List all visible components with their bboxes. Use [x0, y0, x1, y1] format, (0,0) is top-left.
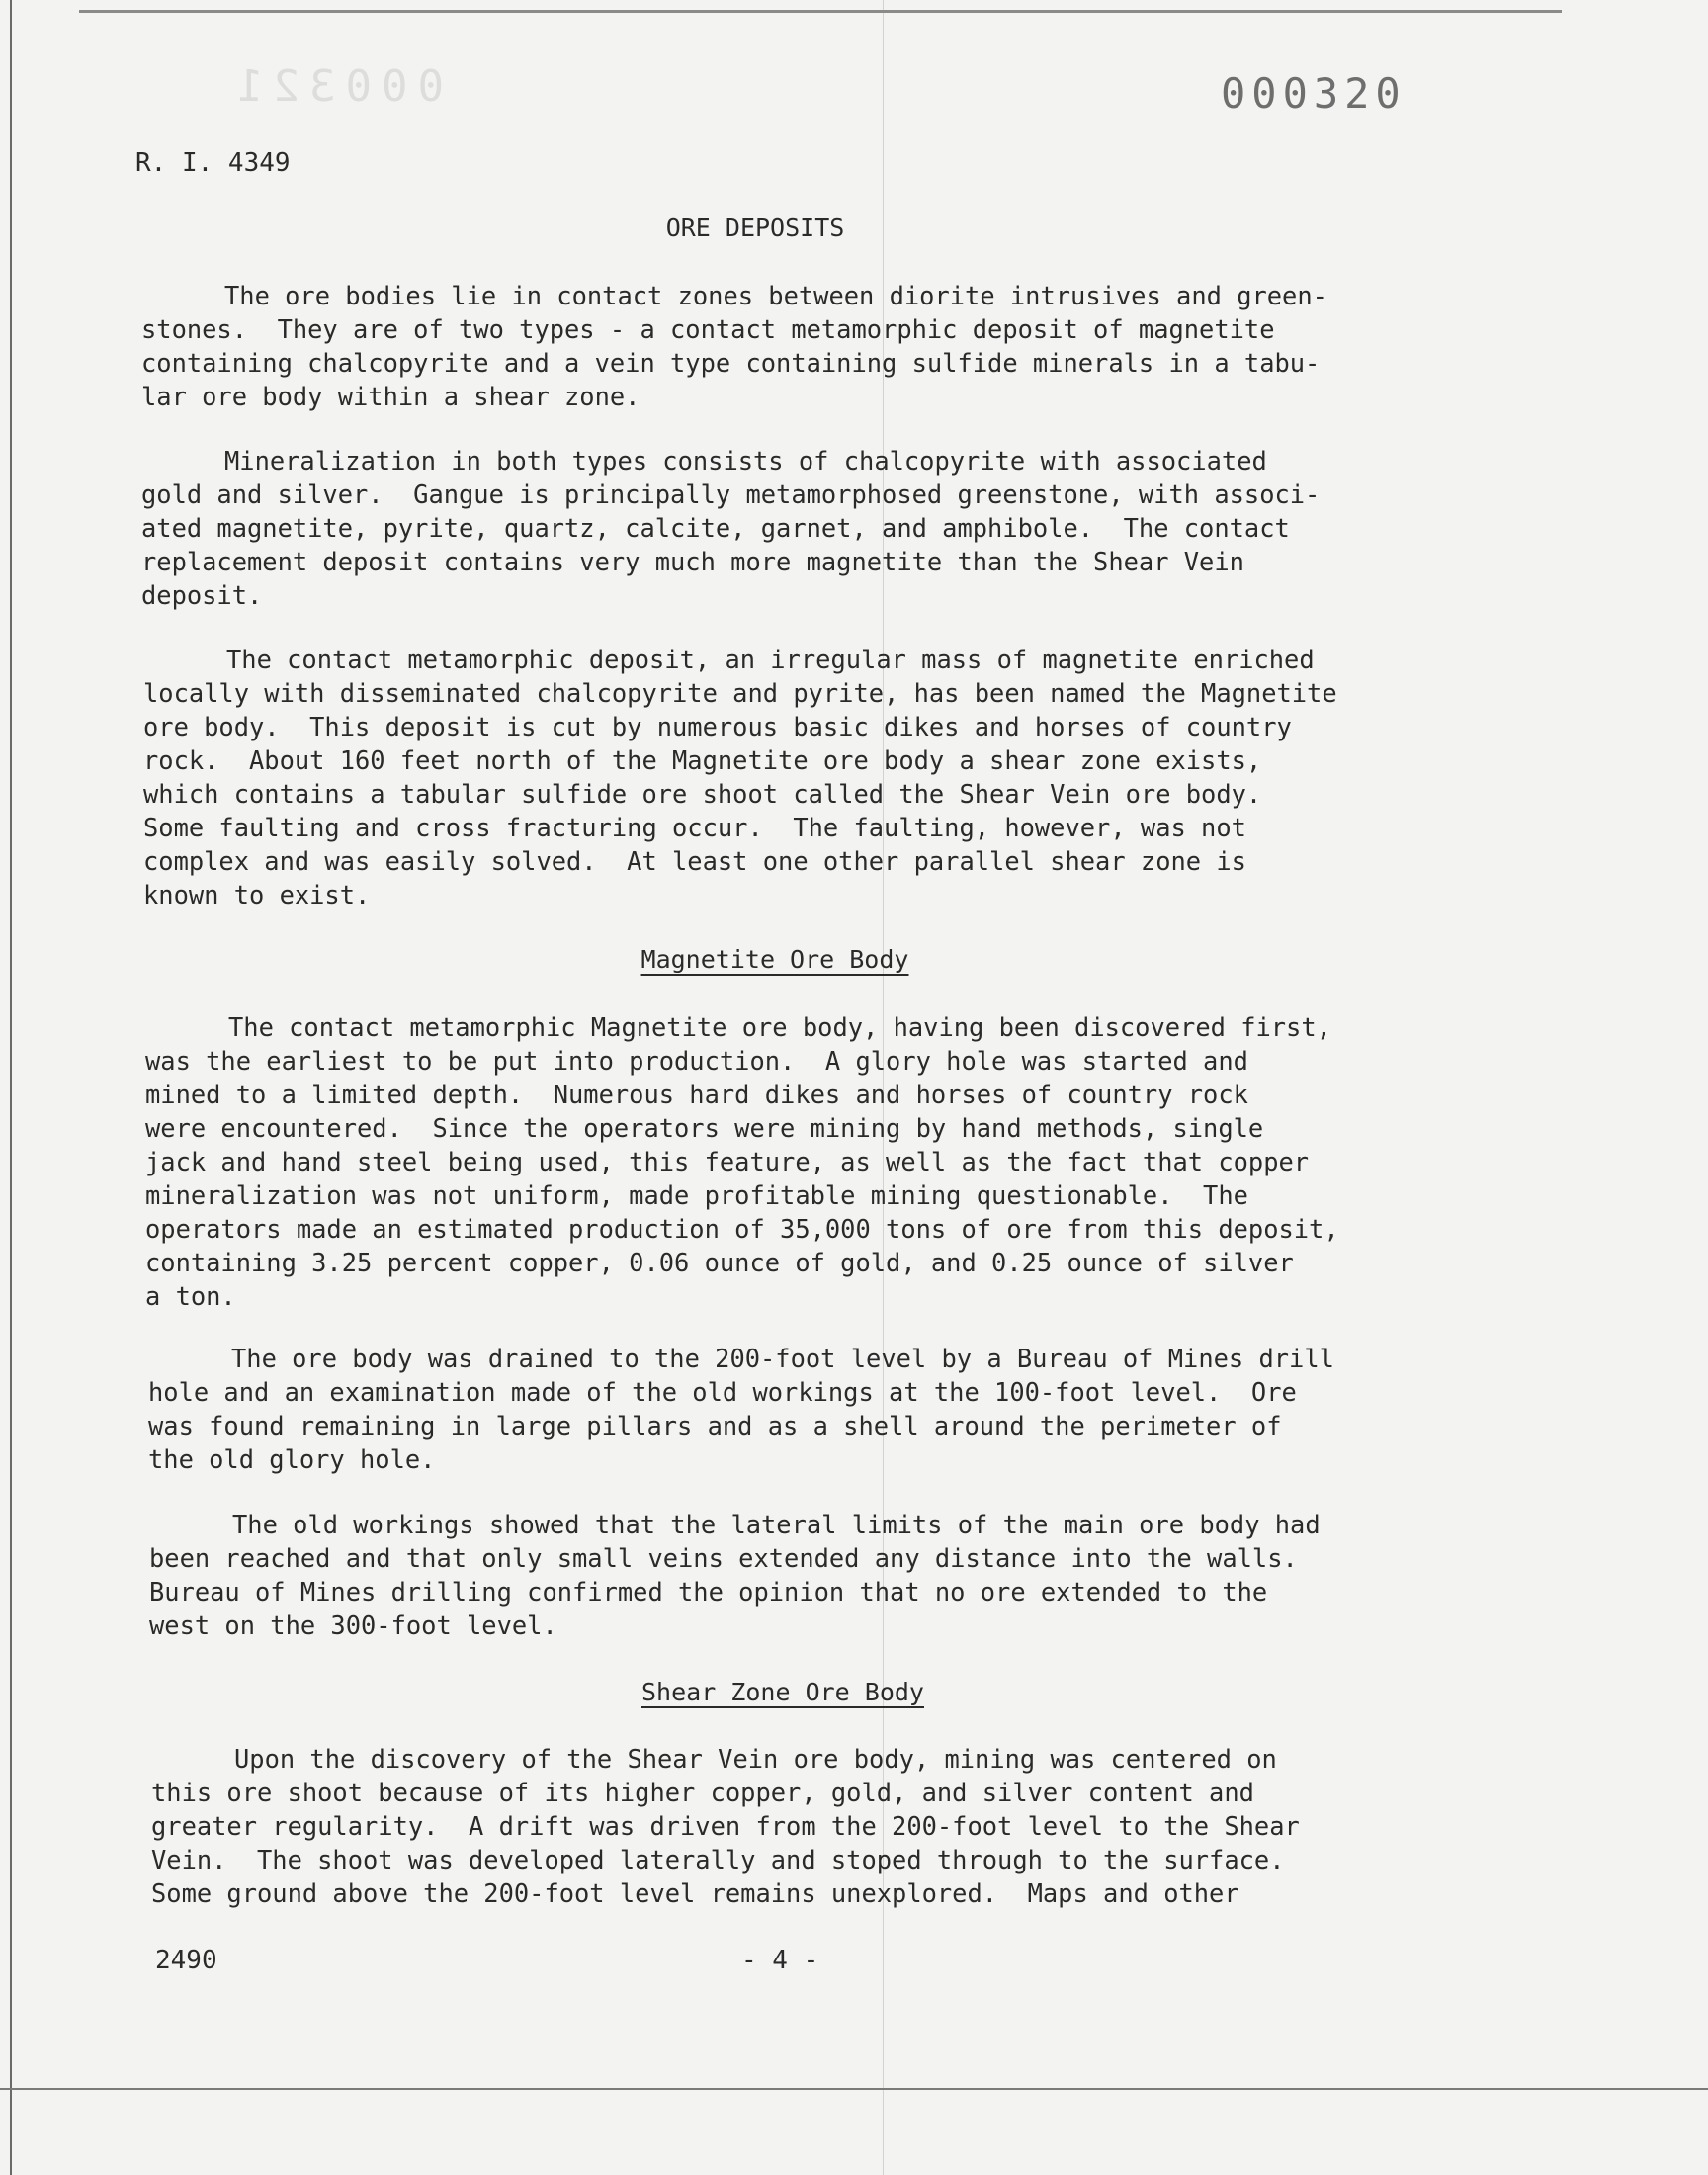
text-line: gold and silver. Gangue is principally metamorphosed greenstone, with associ-	[141, 479, 1321, 509]
text-line: which contains a tabular sulfide ore shoot called the Shear Vein ore body.	[143, 779, 1262, 809]
paragraph	[145, 1010, 1549, 1313]
bottom-border-line	[0, 2088, 1708, 2090]
text-line: replacement deposit contains very much more magnetite than the Shear Vein	[141, 547, 1244, 576]
text-line: jack and hand steel being used, this feature, as well as the fact that copper	[145, 1147, 1310, 1176]
text-line: rock. About 160 feet north of the Magnetite ore body a shear zone exists,	[143, 745, 1262, 775]
text-line: The old workings showed that the lateral limits of the main ore body had	[232, 1510, 1321, 1539]
section-heading-shear-zone-ore-body	[28, 1678, 1538, 1706]
text-line: locally with disseminated chalcopyrite and pyrite, has been named the Magnetite	[143, 678, 1337, 708]
text-line: greater regularity. A drift was driven from the 200-foot level to the Shear	[151, 1811, 1300, 1841]
text-line: been reached and that only small veins extended any distance into the walls.	[149, 1543, 1298, 1573]
text-line: complex and was easily solved. At least one other parallel shear zone is	[143, 846, 1246, 876]
heading-text: ORE DEPOSITS	[665, 214, 845, 242]
text-line: were encountered. Since the operators were mining by hand methods, single	[145, 1113, 1264, 1143]
text-line: was found remaining in large pillars and as a shell around the perimeter of	[148, 1411, 1282, 1440]
text-line: The ore bodies lie in contact zones between diorite intrusives and green-	[224, 281, 1327, 310]
text-line: The contact metamorphic deposit, an irregular mass of magnetite enriched	[226, 645, 1315, 674]
bleed-through-stamp: 000321	[227, 61, 444, 112]
page-number: - 4 -	[741, 1946, 819, 1975]
top-border-line	[79, 10, 1562, 13]
text-line: west on the 300-foot level.	[149, 1610, 557, 1640]
text-line: the old glory hole.	[148, 1444, 436, 1474]
text-line: operators made an estimated production of 35,000 tons of ore from this deposit,	[145, 1214, 1339, 1244]
text-line: mined to a limited depth. Numerous hard dikes and horses of country rock	[145, 1080, 1248, 1109]
text-line: Some ground above the 200-foot level remains unexplored. Maps and other	[151, 1878, 1239, 1908]
text-line: ated magnetite, pyrite, quartz, calcite, garnet, and amphibole. The contact	[141, 513, 1290, 543]
paragraph	[148, 1342, 1552, 1476]
text-line: known to exist.	[143, 880, 371, 910]
text-line: containing 3.25 percent copper, 0.06 ounce of gold, and 0.25 ounce of silver	[145, 1248, 1294, 1277]
section-heading-magnetite-ore-body	[20, 945, 1530, 974]
paragraph	[151, 1742, 1555, 1910]
paragraph	[143, 643, 1547, 912]
heading-text: Shear Zone Ore Body	[641, 1678, 924, 1706]
text-line: The ore body was drained to the 200-foot level by a Bureau of Mines drill	[231, 1344, 1334, 1373]
heading-text: Magnetite Ore Body	[640, 945, 909, 974]
report-id: R. I. 4349	[135, 148, 291, 178]
stamp-number: 000320	[1221, 69, 1407, 118]
left-border-line	[10, 0, 12, 2175]
text-line: Bureau of Mines drilling confirmed the opinion that no ore extended to the	[149, 1577, 1268, 1607]
text-line: stones. They are of two types - a contact metamorphic deposit of magnetite	[141, 314, 1275, 344]
text-line: deposit.	[141, 580, 263, 610]
text-line: ore body. This deposit is cut by numerous basic dikes and horses of country	[143, 712, 1292, 741]
paragraph	[141, 444, 1545, 612]
footer-code: 2490	[155, 1946, 217, 1975]
text-line: Mineralization in both types consists of chalcopyrite with associated	[224, 446, 1267, 476]
text-line: Some faulting and cross fracturing occur. The faulting, however, was not	[143, 813, 1246, 842]
paragraph	[149, 1508, 1553, 1642]
text-line: was the earliest to be put into production. A glory hole was started and	[145, 1046, 1248, 1076]
text-line: containing chalcopyrite and a vein type containing sulfide minerals in a tabu-	[141, 348, 1321, 378]
text-line: mineralization was not uniform, made profitable mining questionable. The	[145, 1180, 1248, 1210]
text-line: Vein. The shoot was developed laterally and stoped through to the surface.	[151, 1845, 1285, 1874]
text-line: this ore shoot because of its higher copper, gold, and silver content and	[151, 1778, 1254, 1807]
text-line: lar ore body within a shear zone.	[141, 382, 640, 411]
text-line: a ton.	[145, 1281, 236, 1311]
text-line: The contact metamorphic Magnetite ore body, having been discovered first,	[228, 1012, 1331, 1042]
text-line: Upon the discovery of the Shear Vein ore body, mining was centered on	[234, 1744, 1277, 1774]
text-line: hole and an examination made of the old workings at the 100-foot level. Ore	[148, 1377, 1297, 1407]
paragraph	[141, 279, 1545, 413]
section-heading-ore-deposits	[0, 214, 1510, 242]
